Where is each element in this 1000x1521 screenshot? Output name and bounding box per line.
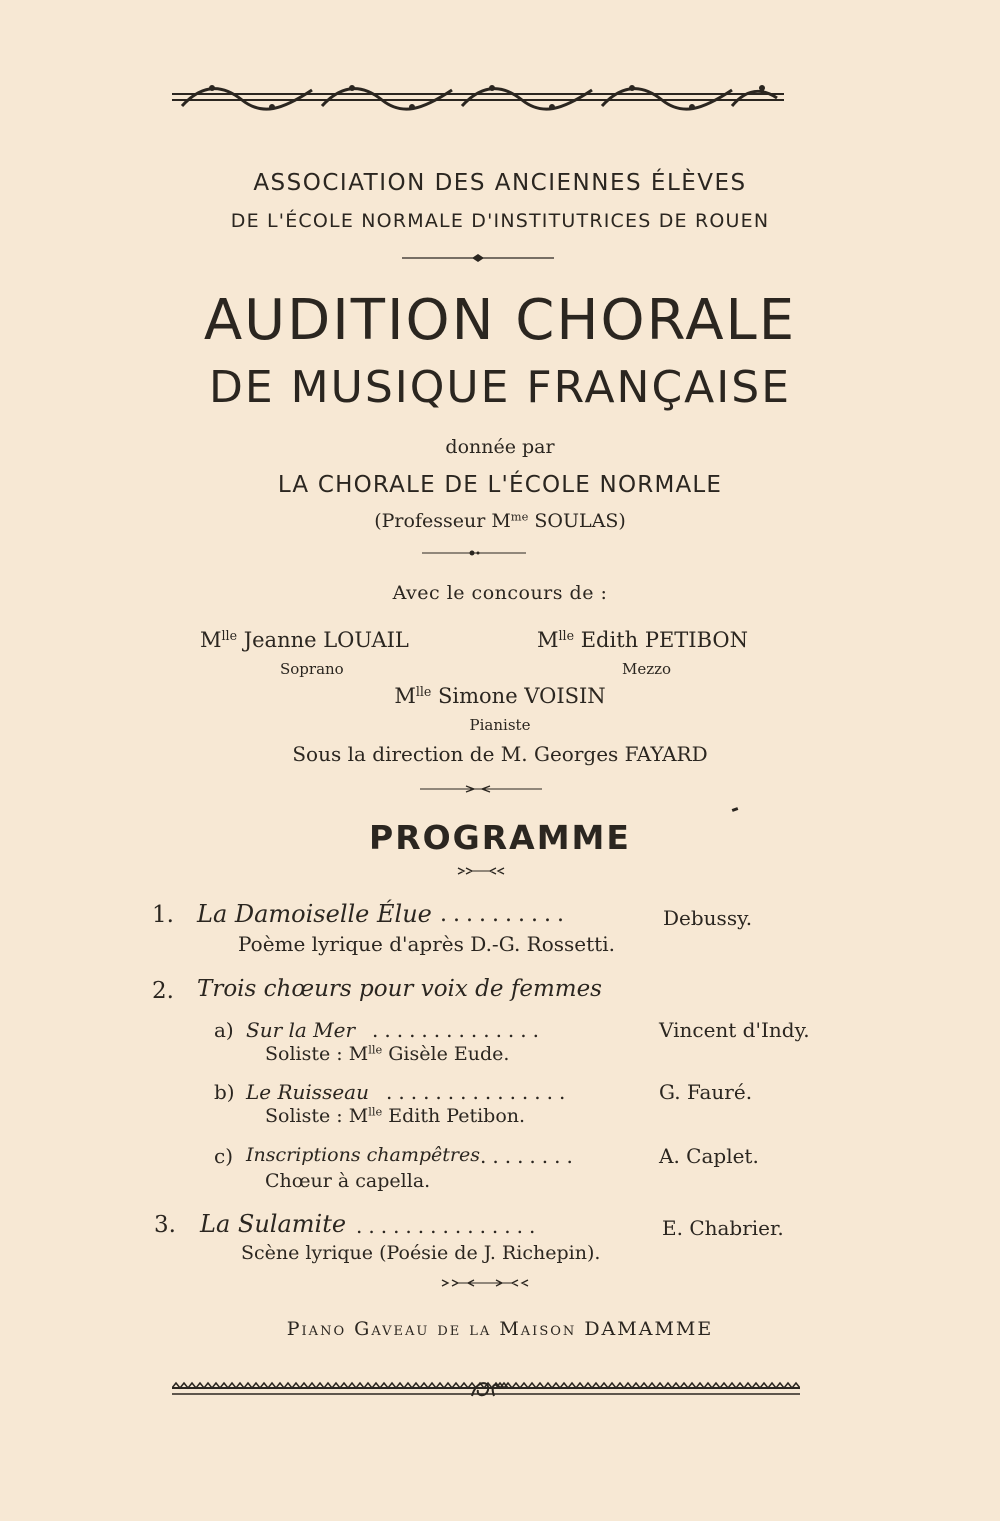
performer-voisin [0, 684, 1000, 708]
divider-ornament-2 [422, 548, 526, 558]
note-sup: lle [368, 1104, 383, 1119]
professor-name: SOULAS) [528, 510, 626, 532]
main-title-line-1: AUDITION CHORALE [203, 288, 797, 353]
programme-end-ornament [440, 1278, 530, 1288]
performer-petibon [537, 628, 748, 652]
performer-role-pianiste: Pianiste [469, 716, 531, 734]
note-name: Edith Petibon. [382, 1105, 526, 1127]
programme-item-3-number: 3. [154, 1212, 176, 1238]
subitem-b-title: Le Ruisseau [246, 1080, 369, 1104]
subitem-c-composer: A. Caplet. [659, 1144, 759, 1168]
subitem-b-note [265, 1105, 525, 1127]
choir-name: LA CHORALE DE L'ÉCOLE NORMALE [277, 472, 723, 498]
performer-name: Jeanne LOUAIL [237, 628, 409, 652]
programme-item-1-note: Poème lyrique d'après D.-G. Rossetti. [238, 932, 615, 956]
professor-line [0, 510, 1000, 532]
performer-role-soprano: Soprano [280, 660, 344, 678]
programme-item-1-leader: .......... [440, 902, 570, 927]
programme-item-1-composer: Debussy. [663, 906, 753, 930]
subitem-b-letter: b) [214, 1080, 235, 1104]
subitem-c-leader: ........ [480, 1144, 579, 1168]
note-prefix: Soliste : M [265, 1105, 369, 1127]
subitem-a-letter: a) [214, 1018, 234, 1042]
bottom-ornament-border [172, 1376, 800, 1402]
main-title-line-2: DE MUSIQUE FRANÇAISE [208, 362, 791, 413]
programme-item-3-title: La Sulamite [200, 1210, 347, 1238]
programme-item-3-composer: E. Chabrier. [662, 1216, 784, 1240]
top-ornament-border [172, 80, 784, 114]
note-prefix: Soliste : M [265, 1043, 369, 1065]
concours-intro: Avec le concours de : [392, 582, 608, 604]
performer-role-mezzo: Mezzo [622, 660, 672, 678]
piano-credit-text: Piano Gaveau de la Maison [286, 1318, 577, 1340]
note-prefix: Chœur à capella. [265, 1170, 431, 1192]
performer-title-sup: lle [415, 684, 432, 700]
programme-item-1-title: La Damoiselle Élue [197, 900, 432, 928]
performer-name: Edith PETIBON [574, 628, 749, 652]
subitem-c-title: Inscriptions champêtres [246, 1144, 480, 1166]
performer-louail [200, 628, 409, 652]
programme-ornament [456, 866, 506, 876]
performer-name: Simone VOISIN [431, 684, 606, 708]
subitem-a-composer: Vincent d'Indy. [659, 1018, 810, 1042]
association-line-2: DE L'ÉCOLE NORMALE D'INSTITUTRICES DE ROUEN [230, 210, 770, 232]
subitem-c-letter: c) [214, 1144, 234, 1168]
performer-title-sup: lle [221, 628, 238, 644]
programme-heading: PROGRAMME [369, 818, 631, 857]
subitem-a-title: Sur la Mer [246, 1018, 356, 1042]
subitem-b-leader: ............... [386, 1080, 572, 1104]
subitem-a-leader: .............. [372, 1018, 546, 1042]
association-line-1: ASSOCIATION DES ANCIENNES ÉLÈVES [253, 170, 747, 196]
subitem-a-note [265, 1043, 509, 1065]
note-name: Gisèle Eude. [382, 1043, 510, 1065]
performer-title-sup: lle [558, 628, 575, 644]
ink-mark [732, 807, 739, 812]
programme-item-3-leader: ............... [356, 1214, 542, 1238]
piano-maison-name: DAMAMME [584, 1318, 714, 1340]
professor-title-sup: me [510, 509, 529, 524]
performer-title: M [200, 628, 222, 652]
professor-prefix: (Professeur M [374, 510, 511, 532]
divider-ornament-1 [402, 253, 554, 263]
direction-line: Sous la direction de M. Georges FAYARD [292, 742, 708, 766]
programme-item-2-number: 2. [152, 978, 174, 1004]
programme-item-2-title: Trois chœurs pour voix de femmes [197, 976, 602, 1002]
given-by-label: donnée par [445, 436, 555, 458]
performer-title: M [394, 684, 416, 708]
subitem-b-composer: G. Fauré. [659, 1080, 753, 1104]
divider-ornament-3 [420, 784, 542, 794]
programme-item-3-note: Scène lyrique (Poésie de J. Richepin). [241, 1242, 601, 1264]
piano-credit [0, 1318, 1000, 1340]
programme-item-1-number: 1. [152, 902, 174, 928]
note-sup: lle [368, 1042, 383, 1057]
performer-title: M [537, 628, 559, 652]
subitem-c-note [265, 1170, 430, 1192]
